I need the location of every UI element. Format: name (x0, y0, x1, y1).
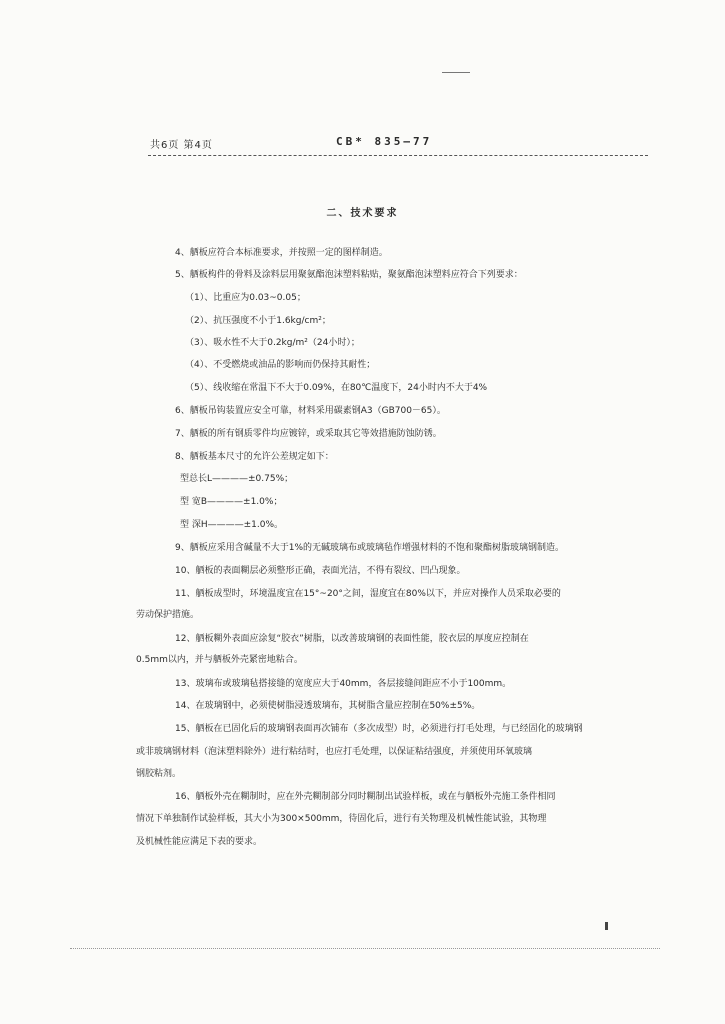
paragraph-line: 型 宽B————±1.0%； (180, 497, 283, 507)
paragraph-line: 型总长L————±0.75%； (180, 474, 294, 484)
paragraph-line: 13、玻璃布或玻璃毡搭接缝的宽度应大于40mm，各层接缝间距应不小于100mm。 (175, 679, 512, 689)
paragraph-line: 6、舾板吊钩装置应安全可靠，材料采用碳素钢A3（GB700－65）。 (175, 406, 446, 416)
paragraph-line: （5）、线收缩在常温下不大于0.09%，在80℃温度下，24小时内不大于4% (185, 383, 488, 393)
paragraph-line: （3）、吸水性不大于0.2kg/m²（24小时）； (185, 338, 360, 348)
paragraph-line: 12、舾板糊外表面应涂复“胶衣”树脂，以改善玻璃钢的表面性能，胶衣层的厚度应控制在 (175, 634, 529, 644)
paragraph-line: 10、舾板的表面糊层必须整形正确，表面光洁，不得有裂纹、凹凸现象。 (175, 566, 466, 576)
paragraph-line: 4、舾板应符合本标准要求，并按照一定的图样制造。 (175, 248, 388, 258)
paragraph-line: 型 深H————±1.0%。 (180, 520, 284, 530)
paragraph-line: 9、舾板应采用含碱量不大于1%的无碱玻璃布或玻璃毡作增强材料的不饱和聚酯树脂玻璃钢制造。 (175, 543, 565, 553)
paragraph-line: 16、舾板外壳在糊制时，应在外壳糊制部分同时糊制出试验样板，或在与舾板外壳施工条件相同 (175, 792, 556, 802)
page-header (150, 136, 650, 152)
paragraph-line: 0.5mm以内，并与舾板外壳紧密地粘合。 (136, 655, 303, 665)
paragraph-line: 11、舾板成型时，环境温度宜在15°~20°之间，湿度宜在80%以下，并应对操作人员采取必要的 (175, 589, 561, 599)
paragraph-line: （1）、比重应为0.03~0.05； (185, 293, 306, 303)
paragraph-line: （2）、抗压强度不小于1.6kg/cm²； (185, 316, 331, 326)
section-title: 二、技术要求 (326, 208, 399, 219)
paragraph-line: 钢胶粘剂。 (136, 769, 182, 779)
scan-mark (605, 922, 608, 930)
paragraph-line: 15、舾板在已固化后的玻璃钢表面再次铺布（多次成型）时，必须进行打毛处理，与已经固化的玻璃钢 (175, 724, 583, 734)
footer-divider (70, 948, 660, 949)
paragraph-line: 7、舾板的所有钢质零件均应镀锌，或采取其它等效措施防蚀防锈。 (175, 429, 442, 439)
page-info: 共6页 第4页 (150, 140, 213, 151)
paragraph-line: 情况下单独制作试验样板，其大小为300×500mm，待固化后，进行有关物理及机械性能试验，其物理 (136, 814, 547, 824)
paragraph-line: 5、舾板构件的骨料及涂料层用聚氨酯泡沫塑料粘贴，聚氨酯泡沫塑料应符合下列要求： (175, 270, 523, 280)
paragraph-line: 及机械性能应满足下表的要求。 (136, 837, 263, 847)
paragraph-line: 8、舾板基本尺寸的允许公差规定如下： (175, 452, 334, 462)
standard-number: CB* 835—77 (336, 135, 433, 148)
paragraph-line: 或非玻璃钢材料（泡沫塑料除外）进行粘结时，也应打毛处理，以保证粘结强度，并须使用环氧玻璃 (136, 747, 533, 757)
header-divider (148, 155, 648, 156)
paragraph-line: 14、在玻璃钢中，必须使树脂浸透玻璃布，其树脂含量应控制在50%±5%。 (175, 701, 481, 711)
paragraph-line: 劳动保护措施。 (136, 610, 200, 620)
paragraph-line: （4）、不受燃烧或油品的影响而仍保持其耐性； (185, 360, 376, 370)
scan-mark (442, 72, 470, 73)
